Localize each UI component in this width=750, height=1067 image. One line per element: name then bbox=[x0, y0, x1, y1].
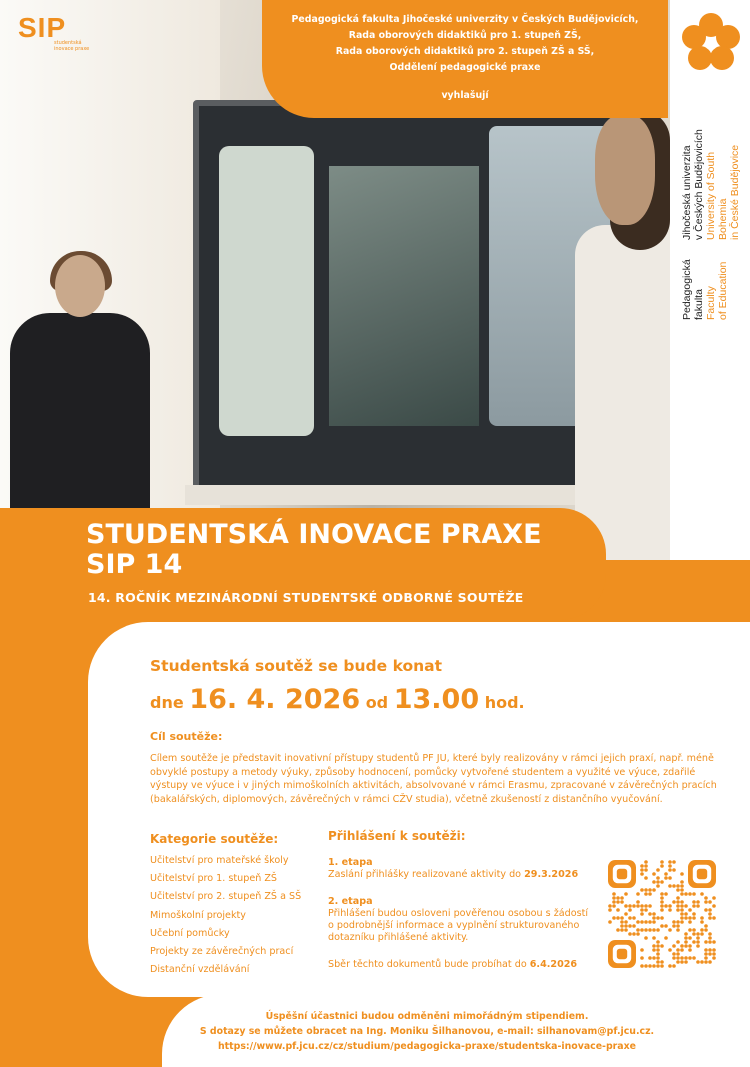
event-title-line1: STUDENTSKÁ INOVACE PRAXE bbox=[86, 519, 542, 550]
event-time: 13.00 bbox=[393, 684, 480, 715]
stage1-text: Zaslání přihlášky realizované aktivity do bbox=[328, 869, 522, 880]
time-suffix: hod. bbox=[484, 693, 525, 712]
footer-line1: Úspěšní účastnici budou odměněni mimořádným stipendiem. bbox=[265, 1011, 589, 1022]
registration-heading: Přihlášení k soutěži: bbox=[328, 829, 466, 843]
event-lead: Studentská soutěž se bude konat bbox=[150, 657, 443, 675]
goal-heading: Cíl soutěže: bbox=[150, 730, 223, 743]
organizer-line: Oddělení pedagogické praxe bbox=[389, 62, 541, 73]
stage1 bbox=[328, 857, 593, 881]
goal-text: Cílem soutěže je představit inovativní přístupy studentů PF JU, které byly realizovány v rámci jejich praxí, např. méně obvyklé postupy a metody výuky, způsoby hodnocení, pomůcky vytvořené studentem a využité ve výuce, zdařilé výstupy ve výuce i v jiných mimoškolních aktivitách, absolvované v rámci Erasmu, zpracované v závěrečných pracích (bakalářských, diplomových, závěrečných v rámci CŽV studia), včetně zkušeností z distančního vyučování. bbox=[150, 753, 717, 805]
list-item: Učitelství pro mateřské školy bbox=[150, 855, 289, 866]
uni-en-2: in České Budějovice bbox=[729, 144, 741, 240]
fac-en-1: Faculty bbox=[705, 286, 717, 320]
event-title bbox=[86, 520, 542, 580]
footer-line2: S dotazy se můžete obracet na Ing. Moniku Šilhanovou, e-mail: silhanovam@pf.jcu.cz. bbox=[199, 1026, 655, 1037]
display-panel-left bbox=[219, 146, 314, 436]
sip-logo-mark: SIP bbox=[18, 12, 67, 43]
list-item: Učitelství pro 1. stupeň ZŠ bbox=[150, 873, 278, 885]
fac-cz-1: Pedagogická bbox=[681, 259, 693, 320]
announces-text: vyhlašují bbox=[441, 90, 489, 101]
event-datetime bbox=[150, 684, 525, 715]
stage1-label: 1. etapa bbox=[328, 857, 373, 868]
categories-list bbox=[150, 852, 301, 979]
organizers-box bbox=[262, 0, 668, 118]
presenter-right bbox=[555, 115, 670, 560]
display-panel-center bbox=[329, 166, 479, 426]
flower-icon bbox=[680, 12, 742, 74]
collect-deadline bbox=[328, 959, 593, 971]
list-item: Učební pomůcky bbox=[150, 927, 230, 939]
fac-en-2: of Education bbox=[717, 261, 729, 320]
collect-text: Sběr těchto dokumentů bude probíhat do bbox=[328, 959, 527, 970]
collect-date: 6.4.2026 bbox=[529, 959, 578, 970]
stage2-text: Přihlášení budou osloveni pověřenou osobou s žádostí o podrobnější informace a vyplnění strukturovaného dotazníku přihlášené aktivity. bbox=[328, 908, 589, 943]
list-item: Učitelství pro 2. stupeň ZŠ a SŠ bbox=[150, 891, 302, 903]
stage2 bbox=[328, 896, 593, 944]
organizer-line: Pedagogická fakulta Jihočeské univerzity v Českých Budějovicích, bbox=[291, 14, 639, 25]
fac-cz-2: fakulta bbox=[693, 289, 705, 320]
qr-code[interactable] bbox=[608, 860, 716, 968]
event-subtitle: 14. ROČNÍK MEZINÁRODNÍ STUDENTSKÉ ODBORNÉ SOUTĚŽE bbox=[88, 590, 524, 605]
footer-info bbox=[162, 1009, 692, 1054]
stage2-label: 2. etapa bbox=[328, 896, 373, 907]
list-item: Projekty ze závěrečných prací bbox=[150, 946, 294, 958]
list-item: Mimoškolní projekty bbox=[150, 909, 246, 921]
list-item: Distanční vzdělávání bbox=[150, 964, 250, 976]
university-name bbox=[681, 120, 741, 240]
event-title-line2: SIP 14 bbox=[86, 549, 183, 580]
uni-cz-2: v Českých Budějovicích bbox=[693, 129, 705, 240]
organizer-line: Rada oborových didaktiků pro 2. stupeň ZŠ a SŠ, bbox=[335, 46, 595, 57]
organizer-line: Rada oborových didaktiků pro 1. stupeň ZŠ, bbox=[348, 30, 582, 41]
time-prefix: od bbox=[365, 693, 389, 712]
event-date: 16. 4. 2026 bbox=[189, 684, 361, 715]
uni-cz-1: Jihočeská univerzita bbox=[681, 145, 693, 240]
faculty-name bbox=[681, 256, 729, 320]
date-prefix: dne bbox=[150, 693, 184, 712]
sip-logo-text: studentská inovace praxe bbox=[54, 40, 90, 52]
categories-heading: Kategorie soutěže: bbox=[150, 832, 279, 846]
sip-logo bbox=[18, 12, 90, 52]
footer-url-link[interactable]: https://www.pf.jcu.cz/cz/studium/pedagogicka-praxe/studentska-inovace-praxe bbox=[217, 1041, 637, 1052]
uni-en-1: University of South Bohemia bbox=[705, 151, 729, 240]
stage1-date: 29.3.2026 bbox=[524, 869, 579, 880]
